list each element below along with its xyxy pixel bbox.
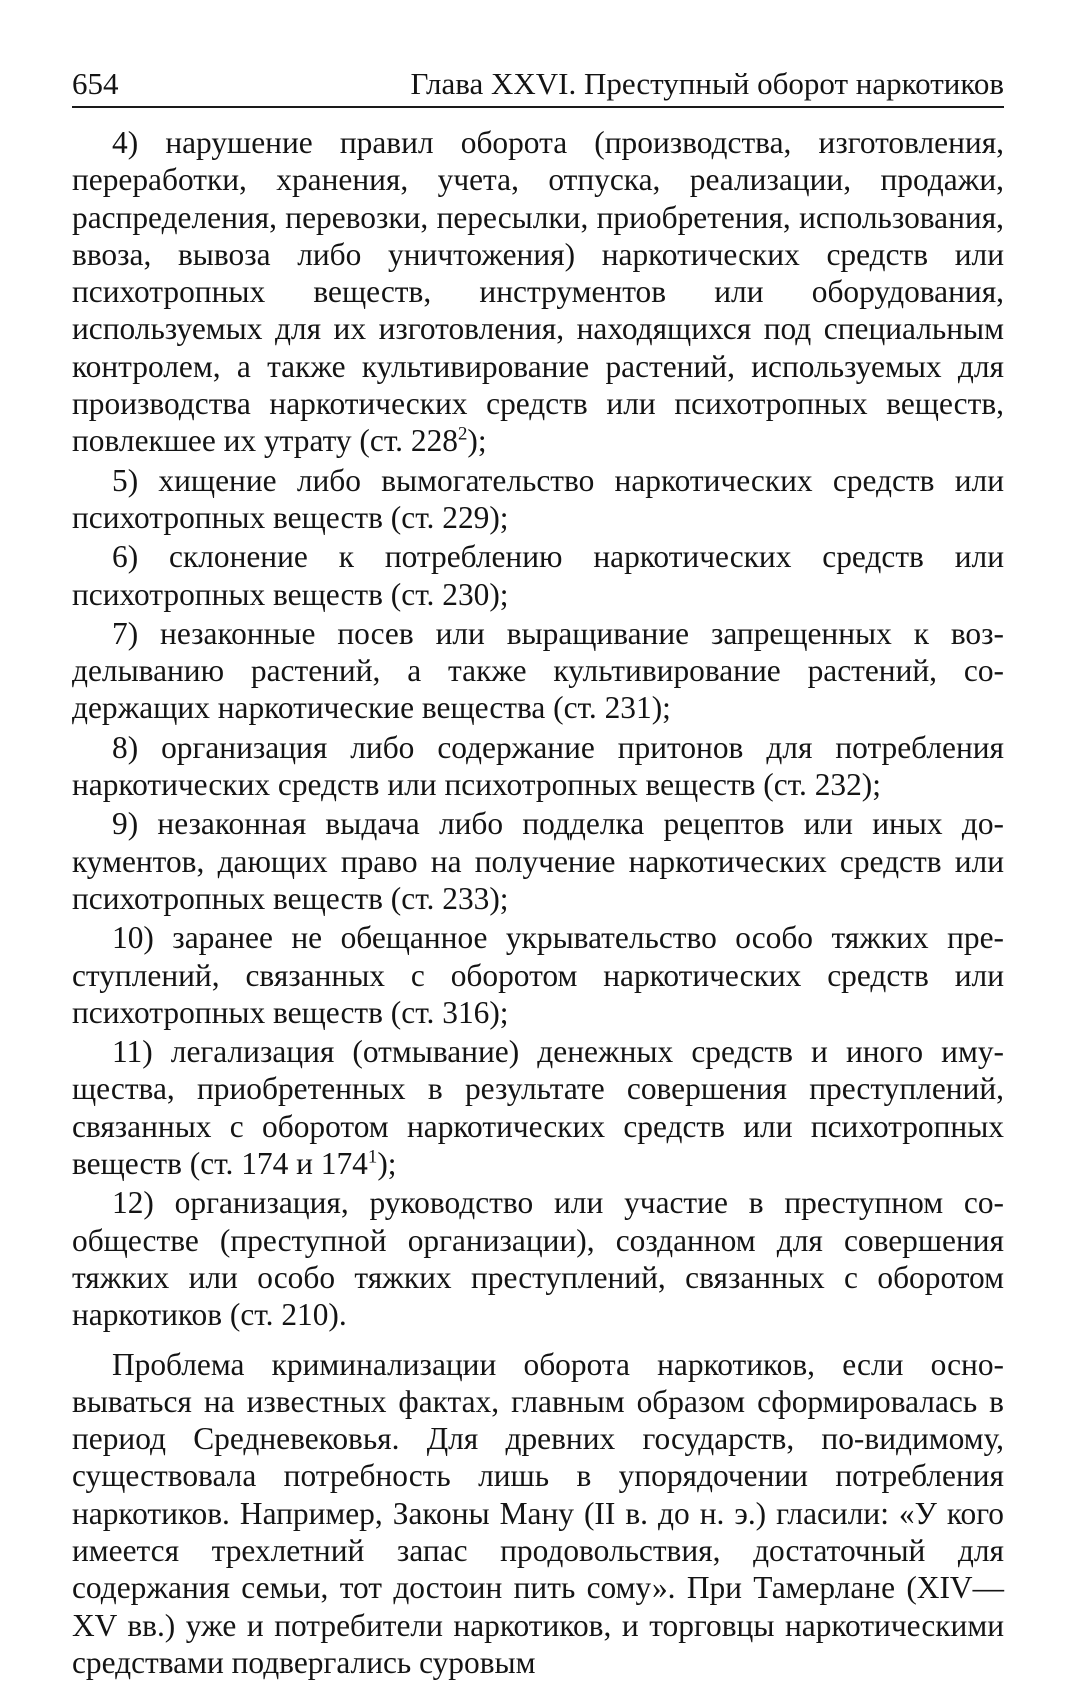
list-item-11: 11) легализация (отмывание) денежных средств и иного имущества, приобретенных в результате совершения преступлений, связанных с оборотом наркотических средств или психотропных веществ (ст. 174 и $174^1$);: [72, 1034, 1004, 1182]
running-title: Глава XXVI. Преступный оборот наркотиков: [410, 66, 1004, 101]
superscript: 1: [367, 1146, 378, 1168]
superscript: 2: [457, 423, 468, 445]
list-item-12: 12) организация, руководство или участие в преступном сообществе (преступной организации), созданном для совершения тяжких или особо тяжких преступлений, связанных с оборотом наркотиков (ст. 210).: [72, 1185, 1004, 1333]
page-header: [72, 62, 1004, 108]
list-item-4: 4) нарушение правил оборота (производства, изготовления, переработки, хранения, учета, отпуска, реализации, продажи, распределения, перевозки, пересылки, приобретения, использования, ввоза, вывоза либо уничтожения) наркотических средств или психотропных веществ, инструментов или оборудования, используемых для их изготовления, находящихся под специальным контролем, а также культивирование растений, используемых для производства наркотических средств или психотропных веществ, повлекшее их утрату (ст. $228^2$);: [72, 125, 1004, 459]
page-body: [72, 124, 1004, 1683]
list-item-6: 6) склонение к потреблению наркотических средств или психотропных веществ (ст. 230);: [72, 539, 1004, 612]
list-item-10: 10) заранее не обещанное укрывательство особо тяжких преступлений, связанных с оборотом наркотических средств или психотропных веществ (ст. 316);: [72, 920, 1004, 1030]
list-item-5: 5) хищение либо вымогательство наркотических средств или психотропных веществ (ст. 229);: [72, 462, 1004, 535]
page-number: 654: [72, 66, 119, 101]
list-item-9: 9) незаконная выдача либо подделка рецептов или иных документов, дающих право на получение наркотических средств или психотропных веществ (ст. 233);: [72, 806, 1004, 916]
list-item-7: 7) незаконные посев или выращивание запрещенных к возделыванию растений, а также культивирование растений, содержащих наркотические вещества (ст. 231);: [72, 615, 1004, 726]
list-item-8: 8) организация либо содержание притонов для потребления наркотических средств или психотропных веществ (ст. 232);: [72, 729, 1004, 803]
body-paragraph: Проблема криминализации оборота наркотиков, если основываться на известных фактах, главным образом сформировалась в период Средневековья. Для древних государств, по-видимому, существовала потребность лишь в упорядочении потребления наркотиков. Например, Законы Ману (II в. до н. э.) гласили: «У кого имеется трехлетний запас продовольствия, достаточный для содержания семьи, тот достоин пить сому». При Тамерлане (XIV—XV вв.) уже и потребители наркотиков, и торговцы наркотическими средствами подвергались суровым: [72, 1346, 1004, 1680]
